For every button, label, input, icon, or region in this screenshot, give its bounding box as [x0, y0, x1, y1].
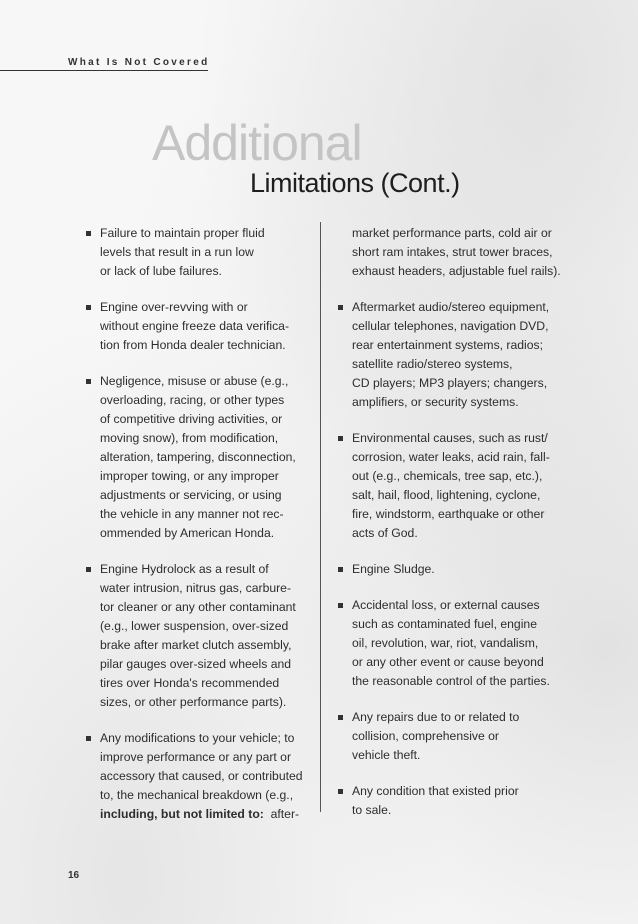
item-line: short ram intakes, strut tower braces, — [352, 245, 553, 259]
item-line: the reasonable control of the parties. — [352, 674, 550, 688]
bullet-icon — [86, 736, 91, 741]
bullet-icon — [338, 305, 343, 310]
item-line: without engine freeze data verifica- — [100, 319, 290, 333]
item-line: sizes, or other performance parts). — [100, 695, 287, 709]
bullet-icon — [338, 567, 343, 572]
bullet-icon — [86, 231, 91, 236]
item-line: out (e.g., chemicals, tree sap, etc.), — [352, 469, 543, 483]
list-item — [338, 298, 570, 412]
list-item — [86, 372, 308, 543]
item-line: Engine Hydrolock as a result of — [100, 562, 269, 576]
list-item — [86, 729, 308, 824]
item-line: alteration, tampering, disconnection, — [100, 450, 296, 464]
item-line: Any modifications to your vehicle; to — [100, 731, 295, 745]
list-item — [86, 224, 308, 281]
bullet-icon — [86, 567, 91, 572]
item-line: improper towing, or any improper — [100, 469, 279, 483]
section-header: What Is Not Covered — [68, 57, 210, 68]
item-line: tires over Honda's recommended — [100, 676, 280, 690]
item-line: satellite radio/stereo systems, — [352, 357, 513, 371]
left-column — [86, 224, 308, 841]
item-line: improve performance or any part or — [100, 750, 292, 764]
item-line: pilar gauges over-sized wheels and — [100, 657, 292, 671]
item-line: Accidental loss, or external causes — [352, 598, 540, 612]
item-line: accessory that caused, or contributed — [100, 769, 303, 783]
item-line: Any repairs due to or related to — [352, 710, 520, 724]
header-rule — [0, 70, 208, 71]
bullet-icon — [338, 603, 343, 608]
page-number: 16 — [68, 870, 80, 881]
item-line: (e.g., lower suspension, over-sized — [100, 619, 289, 633]
item-line: or lack of lube failures. — [100, 264, 222, 278]
list-item — [86, 298, 308, 355]
item-line: levels that result in a run low — [100, 245, 254, 259]
item-line: acts of God. — [352, 526, 418, 540]
bullet-icon — [338, 436, 343, 441]
item-line: exhaust headers, adjustable fuel rails). — [352, 264, 561, 278]
item-line — [100, 805, 308, 824]
item-line: of competitive driving activities, or — [100, 412, 283, 426]
item-line: to, the mechanical breakdown (e.g., — [100, 788, 294, 802]
item-line: or any other event or cause beyond — [352, 655, 544, 669]
list-item — [338, 782, 570, 820]
item-line: the vehicle in any manner not rec- — [100, 507, 284, 521]
item-line: to sale. — [352, 803, 392, 817]
item-line-end: after- — [270, 807, 300, 821]
column-divider — [320, 222, 321, 812]
item-line: Engine Sludge. — [352, 562, 435, 576]
item-line: market performance parts, cold air or — [352, 226, 552, 240]
list-item — [338, 596, 570, 691]
title-main: Additional — [152, 115, 362, 171]
item-line: Negligence, misuse or abuse (e.g., — [100, 374, 289, 388]
item-line: Environmental causes, such as rust/ — [352, 431, 548, 445]
item-line: overloading, racing, or other types — [100, 393, 285, 407]
item-line: brake after market clutch assembly, — [100, 638, 292, 652]
list-item — [338, 708, 570, 765]
list-item — [338, 560, 570, 579]
list-item — [338, 429, 570, 543]
item-line: oil, revolution, war, riot, vandalism, — [352, 636, 539, 650]
item-line: collision, comprehensive or — [352, 729, 499, 743]
item-line: water intrusion, nitrus gas, carbure- — [100, 581, 292, 595]
item-line: adjustments or servicing, or using — [100, 488, 282, 502]
continuation-text — [338, 224, 570, 281]
bullet-icon — [86, 305, 91, 310]
item-line: salt, hail, flood, lightening, cyclone, — [352, 488, 541, 502]
item-line: ommended by American Honda. — [100, 526, 275, 540]
item-line: corrosion, water leaks, acid rain, fall- — [352, 450, 550, 464]
item-line: Aftermarket audio/stereo equipment, — [352, 300, 550, 314]
item-line: Failure to maintain proper fluid — [100, 226, 265, 240]
item-line: cellular telephones, navigation DVD, — [352, 319, 549, 333]
bullet-icon — [86, 379, 91, 384]
item-line: vehicle theft. — [352, 748, 421, 762]
item-line: Any condition that existed prior — [352, 784, 519, 798]
bullet-icon — [338, 789, 343, 794]
item-line: rear entertainment systems, radios; — [352, 338, 544, 352]
bullet-icon — [338, 715, 343, 720]
item-line: such as contaminated fuel, engine — [352, 617, 537, 631]
item-line: tor cleaner or any other contaminant — [100, 600, 296, 614]
item-line: Engine over-revving with or — [100, 300, 248, 314]
item-line: CD players; MP3 players; changers, — [352, 376, 548, 390]
bold-phrase: including, but not limited to: — [100, 807, 264, 821]
title-sub: Limitations (Cont.) — [250, 168, 460, 198]
item-line: moving snow), from modification, — [100, 431, 279, 445]
item-line: tion from Honda dealer technician. — [100, 338, 286, 352]
list-item — [86, 560, 308, 712]
item-line: fire, windstorm, earthquake or other — [352, 507, 545, 521]
item-line: amplifiers, or security systems. — [352, 395, 519, 409]
right-column — [338, 224, 570, 837]
